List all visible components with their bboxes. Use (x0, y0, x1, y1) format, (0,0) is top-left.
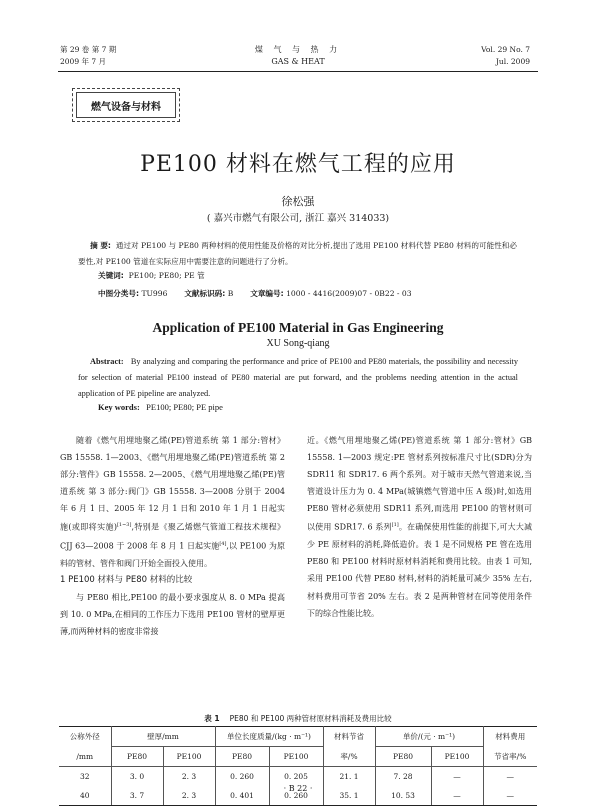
table-cell: 3. 0 (111, 767, 163, 787)
abstract-cn-label: 摘 要: (90, 241, 111, 250)
abstract-en (78, 354, 518, 402)
comparison-table (59, 726, 537, 806)
table-cell: 40 (59, 786, 111, 806)
body-column-left (60, 432, 285, 640)
abstract-cn (78, 238, 518, 270)
keywords-en (98, 402, 223, 412)
th-mass-pe100: PE100 (269, 747, 323, 767)
table-cell: — (431, 786, 483, 806)
table-subheader-row (59, 747, 537, 767)
doc-code-value: B (227, 289, 234, 298)
header-volume-cn: 第 29 卷 第 7 期 (60, 45, 117, 54)
body-paragraph (307, 432, 532, 622)
header-volume-en: Vol. 29 No. 7 (481, 45, 530, 54)
citation: [4] (219, 541, 227, 548)
author-en: XU Song-qiang (266, 338, 330, 349)
body-paragraph (60, 432, 285, 572)
table-cell: — (483, 767, 537, 787)
th-save-cost: 材料费用 (483, 727, 537, 747)
th-wall: 壁厚/mm (111, 727, 215, 747)
keywords-en-text: PE100; PE80; PE pipe (146, 402, 223, 412)
article-title-en: Application of PE100 Material in Gas Engineering (152, 320, 444, 335)
table-caption-number: 表 1 (204, 714, 220, 723)
article-no-label: 文章编号: (250, 289, 284, 298)
table-cell: 0. 260 (215, 767, 269, 787)
clc-value: TU996 (141, 289, 168, 298)
section-heading: 1 PE100 材料与 PE80 材料的比较 (60, 575, 193, 586)
table-cell: 0. 401 (215, 786, 269, 806)
column-label: 燃气设备与材料 (76, 92, 176, 118)
table-cell: 32 (59, 767, 111, 787)
body-text: ,特别是《聚乙烯燃气管道工程技术规程》CJJ 63—2008 于 2008 年 8 月 1 日起实施 (60, 523, 285, 551)
body-text: ,以 PE100 为原料的管材、管件和阀门开始全面投入使用。 (60, 541, 285, 568)
journal-title-en: GAS & HEAT (271, 57, 325, 66)
th-save-mat: 材料节省 (323, 727, 375, 747)
table-cell: 2. 3 (163, 786, 215, 806)
keywords-en-label: Key words: (98, 402, 140, 412)
column-label-box (72, 88, 180, 122)
table-cell: — (483, 786, 537, 806)
article-title-cn: PE100 材料在燃气工程的应用 (140, 152, 456, 177)
th-wall-pe80: PE80 (111, 747, 163, 767)
table-cell: 21. 1 (323, 767, 375, 787)
th-mass-pe80: PE80 (215, 747, 269, 767)
doc-code-label: 文献标识码: (184, 289, 226, 298)
abstract-cn-text: 通过对 PE100 与 PE80 两种材料的使用性能及价格的对比分析,提出了选用 PE100 材料代替 PE80 材料的可能性和必要性,对 PE100 管道在实际应用中需要注意的问题进行了分析。 (78, 241, 517, 266)
th-save-mat-unit: 率/% (323, 747, 375, 767)
body-paragraph: 与 PE80 相比,PE100 的最小要求强度从 8. 0 MPa 提高到 10. 0 MPa,在相同的工作压力下选用 PE100 管材的壁厚更薄,而两种材料的密度非常接 (60, 593, 285, 637)
th-price: 单价/(元 · m⁻¹) (375, 727, 483, 747)
abstract-en-text: By analyzing and comparing the performance and price of PE100 and PE80 materials, the possibility and necessity for selection of material PE100 instead of PE80 material are put forward, and the problems needing attention in the actual application of PE pipeline are analyzed. (78, 357, 518, 398)
page-number: · B 22 · (283, 784, 313, 793)
table-cell: 7. 28 (375, 767, 431, 787)
citation: [1~3] (116, 522, 132, 529)
table-cell: 35. 1 (323, 786, 375, 806)
clc-label: 中图分类号: (98, 289, 140, 298)
th-price-pe100: PE100 (431, 747, 483, 767)
table-cell: 3. 7 (111, 786, 163, 806)
body-text: 。在确保使用性能的前提下,可大大减少 PE 原材料的消耗,降低造价。表 1 是不同规格 PE 管在选用 PE80 和 PE100 材料时原材料消耗和费用比较。由表 1 可知,采用 PE100 代替 PE80 材料,材料的消耗量可减少 35% 左右,材料费用可节省 20% 左右。表 2 是两种管材在同等使用条件下的综合性能比较。 (307, 523, 532, 618)
keywords-cn (98, 270, 205, 281)
th-spec: 公称外径 (59, 727, 111, 747)
header-date-cn: 2009 年 7 月 (60, 57, 107, 66)
header-date-en: Jul. 2009 (495, 57, 530, 66)
keywords-cn-label: 关键词: (98, 271, 124, 280)
table-cell: 0. 260 (269, 786, 323, 806)
table-cell: — (431, 767, 483, 787)
th-save-cost-unit: 节省率/% (483, 747, 537, 767)
table-caption-text: PE80 和 PE100 两种管材原材料消耗及费用比较 (229, 714, 392, 723)
header-volume-info-en (481, 44, 530, 68)
table-cell: 10. 53 (375, 786, 431, 806)
th-wall-pe100: PE100 (163, 747, 215, 767)
body-text: 随着《燃气用埋地聚乙烯(PE)管道系统 第 1 部分:管材》GB 15558. 1—2003、《燃气用埋地聚乙烯(PE)管道系统 第 2 部分:管件》GB 15558. 2—2005、《燃气用埋地聚乙烯(PE)管道系统 第 3 部分:阀门》GB 15558. 3—2008 分别于 2004 年 6 月 1 日、2005 年 12 月 1 日和 2010 年 1 月 1 日起实施(或即将实施) (60, 436, 285, 533)
header-divider (58, 71, 538, 72)
citation: [1] (391, 522, 399, 529)
table-cell: 0. 205 (269, 767, 323, 787)
author-cn: 徐松强 (281, 195, 315, 208)
affiliation-cn: ( 嘉兴市燃气有限公司, 浙江 嘉兴 314033) (206, 213, 390, 224)
keywords-cn-text: PE100; PE80; PE 管 (128, 271, 205, 280)
th-spec-unit: /mm (59, 747, 111, 767)
abstract-en-label: Abstract: (90, 357, 124, 366)
table-cell: 2. 3 (163, 767, 215, 787)
article-no-value: 1000 - 4416(2009)07 - 0B22 - 03 (286, 289, 412, 298)
th-price-pe80: PE80 (375, 747, 431, 767)
th-mass: 单位长度质量/(kg · m⁻¹) (215, 727, 323, 747)
table-caption (0, 713, 596, 724)
body-column-right (307, 432, 532, 622)
body-text: 近。《燃气用埋地聚乙烯(PE)管道系统 第 1 部分:管材》GB 15558. 1—2003 规定:PE 管材系列按标准尺寸比(SDR)分为 SDR11 和 SDR17. 6 两个系列。对于城市天然气管道来说,当管道设计压力为 0. 4 MPa(城镇燃气管道中压 A 级)时,如选用 PE80 管材必须使用 SDR11 系列,而选用 PE100 的管材则可以使用 SDR17. 6 系列 (307, 436, 532, 533)
classification-line (98, 288, 412, 299)
journal-title-cn: 煤 气 与 热 力 (254, 45, 342, 54)
table-header-row (59, 727, 537, 747)
